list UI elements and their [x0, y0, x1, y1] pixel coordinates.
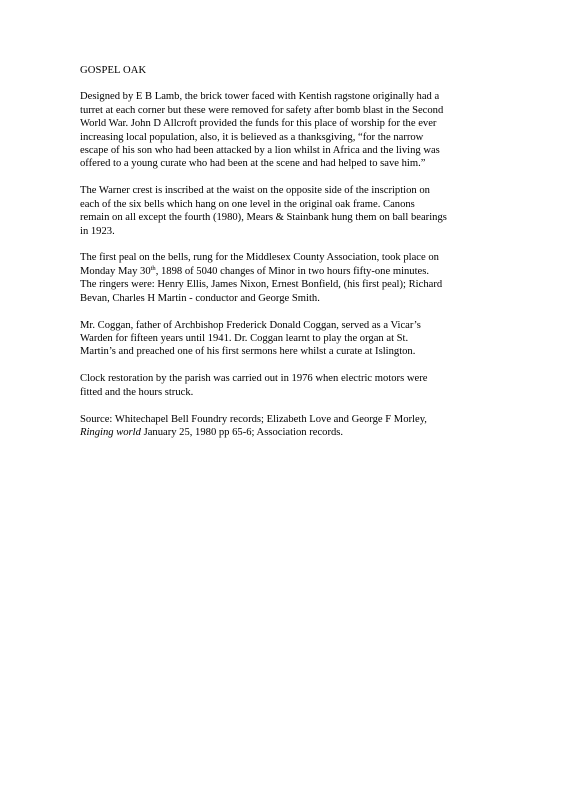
paragraph-first-peal: [80, 251, 500, 305]
text-line: Martin’s and preached one of his first sermons here whilst a curate at Islington.: [80, 346, 416, 358]
citation-details: January 25, 1980 pp 65-6; Association records.: [140, 427, 344, 439]
text-line: each of the six bells which hang on one level in the original oak frame. Canons: [80, 198, 415, 210]
peal-details-text: , 1898 of 5040 changes of Minor in two hours fifty-one minutes.: [155, 265, 430, 277]
text-line: The Warner crest is inscribed at the waist on the opposite side of the inscription on: [80, 185, 430, 197]
text-line: Designed by E B Lamb, the brick tower faced with Kentish ragstone originally had a: [80, 91, 440, 103]
paragraph-clock-restoration: [80, 372, 500, 399]
text-line: in 1923.: [80, 225, 115, 237]
text-line: [80, 265, 500, 278]
document-title: GOSPEL OAK: [80, 65, 147, 76]
text-line: World War. John D Allcroft provided the funds for this place of worship for the ever: [80, 118, 437, 130]
text-line: [80, 426, 500, 439]
text-line: Bevan, Charles H Martin - conductor and George Smith.: [80, 292, 320, 304]
text-line: Clock restoration by the parish was carried out in 1976 when electric motors were: [80, 373, 428, 385]
text-line: offered to a young curate who had been at the scene and had helped to save him.”: [80, 158, 426, 170]
paragraph-coggan: [80, 319, 500, 359]
text-line: increasing local population, also, it is believed as a thanksgiving, “for the narrow: [80, 131, 424, 143]
text-line: The first peal on the bells, rung for the Middlesex County Association, took place on: [80, 252, 439, 264]
text-line: Mr. Coggan, father of Archbishop Frederick Donald Coggan, served as a Vicar’s: [80, 319, 421, 331]
paragraph-design-history: [80, 90, 500, 170]
date-text: Monday May 30: [80, 265, 151, 277]
paragraph-warner-crest: [80, 184, 500, 238]
ordinal-superscript: th: [150, 264, 156, 272]
text-line: turret at each corner but these were removed for safety after bomb blast in the Second: [80, 104, 444, 116]
text-line: Source: Whitechapel Bell Foundry records; Elizabeth Love and George F Morley,: [80, 413, 427, 425]
text-line: fitted and the hours struck.: [80, 386, 194, 398]
text-line: remain on all except the fourth (1980), Mears & Stainbank hung them on ball bearings: [80, 212, 447, 224]
paragraph-source: [80, 413, 500, 440]
document-page: [80, 64, 500, 453]
text-line: Warden for fifteen years until 1941. Dr. Coggan learnt to play the organ at St.: [80, 333, 409, 344]
text-line: The ringers were: Henry Ellis, James Nixon, Ernest Bonfield, (his first peal); Richard: [80, 279, 443, 291]
text-line: escape of his son who had been attacked by a lion whilst in Africa and the living was: [80, 145, 440, 157]
publication-title: Ringing world: [80, 427, 141, 439]
